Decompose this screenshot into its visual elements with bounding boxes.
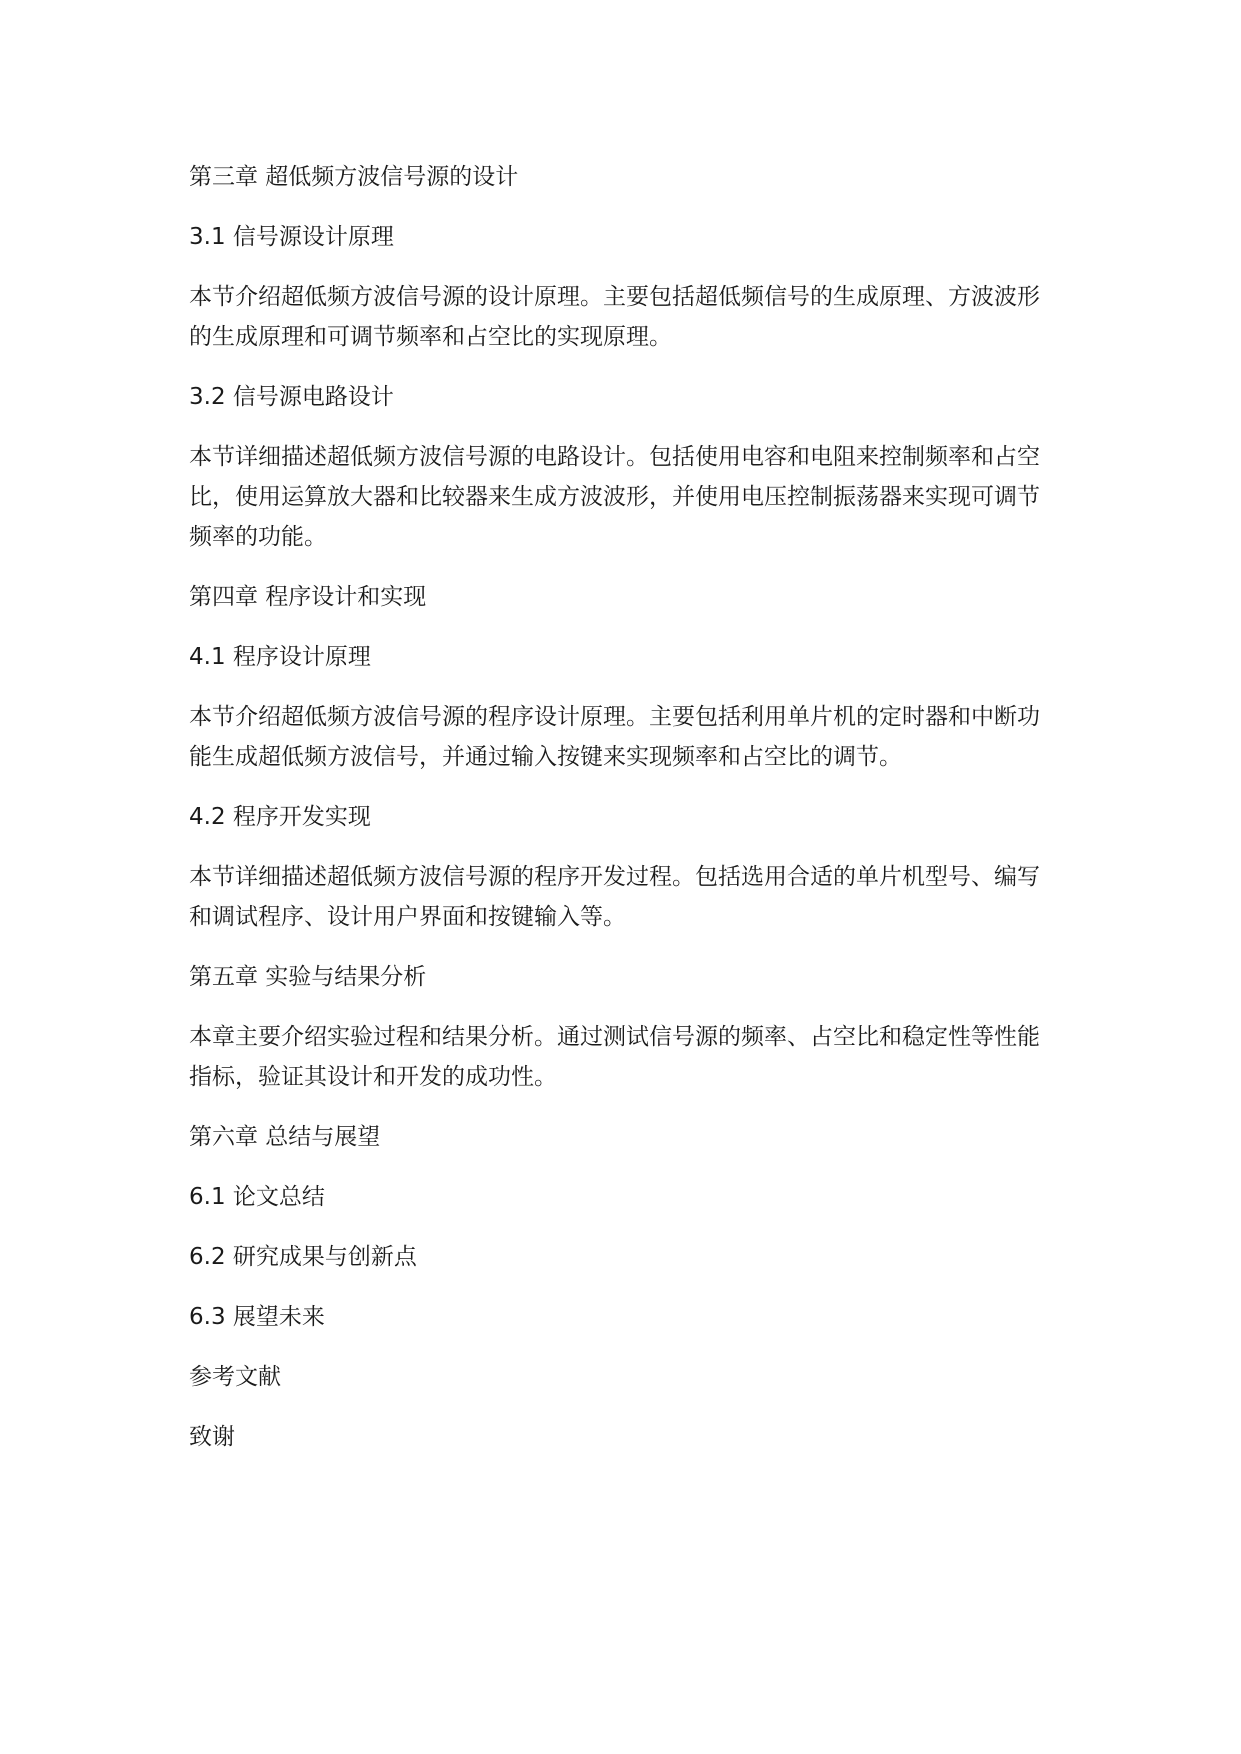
paragraph-line: 能生成超低频方波信号，并通过输入按键来实现频率和占空比的调节。	[189, 744, 902, 770]
section-4-1-heading: 4.1 程序设计原理	[189, 644, 371, 670]
section-3-1-paragraph	[189, 277, 1051, 357]
paragraph-line: 本节详细描述超低频方波信号源的程序开发过程。包括选用合适的单片机型号、编写	[189, 864, 1040, 890]
paragraph-line: 比，使用运算放大器和比较器来生成方波波形，并使用电压控制振荡器来实现可调节	[189, 484, 1040, 510]
chapter-4-heading: 第四章 程序设计和实现	[189, 584, 427, 610]
section-3-2-heading: 3.2 信号源电路设计	[189, 384, 394, 410]
paragraph-line: 指标，验证其设计和开发的成功性。	[189, 1064, 557, 1090]
section-6-3-heading: 6.3 展望未来	[189, 1304, 325, 1330]
paragraph-line: 本节介绍超低频方波信号源的设计原理。主要包括超低频信号的生成原理、方波波形	[189, 284, 1040, 310]
document-body	[189, 157, 1051, 1457]
section-3-1-heading: 3.1 信号源设计原理	[189, 224, 394, 250]
paragraph-line: 本节详细描述超低频方波信号源的电路设计。包括使用电容和电阻来控制频率和占空	[189, 444, 1040, 470]
section-6-1-heading: 6.1 论文总结	[189, 1184, 325, 1210]
chapter-3-heading: 第三章 超低频方波信号源的设计	[189, 164, 519, 190]
section-4-2-heading: 4.2 程序开发实现	[189, 804, 371, 830]
section-4-1-paragraph	[189, 697, 1051, 777]
paragraph-line: 的生成原理和可调节频率和占空比的实现原理。	[189, 324, 672, 350]
chapter-5-paragraph	[189, 1017, 1051, 1097]
references-heading: 参考文献	[189, 1364, 281, 1390]
acknowledgements-heading: 致谢	[189, 1424, 235, 1450]
paragraph-line: 和调试程序、设计用户界面和按键输入等。	[189, 904, 626, 930]
section-4-2-paragraph	[189, 857, 1051, 937]
chapter-5-heading: 第五章 实验与结果分析	[189, 964, 427, 990]
section-3-2-paragraph	[189, 437, 1051, 557]
paragraph-line: 本章主要介绍实验过程和结果分析。通过测试信号源的频率、占空比和稳定性等性能	[189, 1024, 1040, 1050]
paragraph-line: 本节介绍超低频方波信号源的程序设计原理。主要包括利用单片机的定时器和中断功	[189, 704, 1040, 730]
chapter-6-heading: 第六章 总结与展望	[189, 1124, 381, 1150]
paragraph-line: 频率的功能。	[189, 524, 327, 550]
section-6-2-heading: 6.2 研究成果与创新点	[189, 1244, 417, 1270]
